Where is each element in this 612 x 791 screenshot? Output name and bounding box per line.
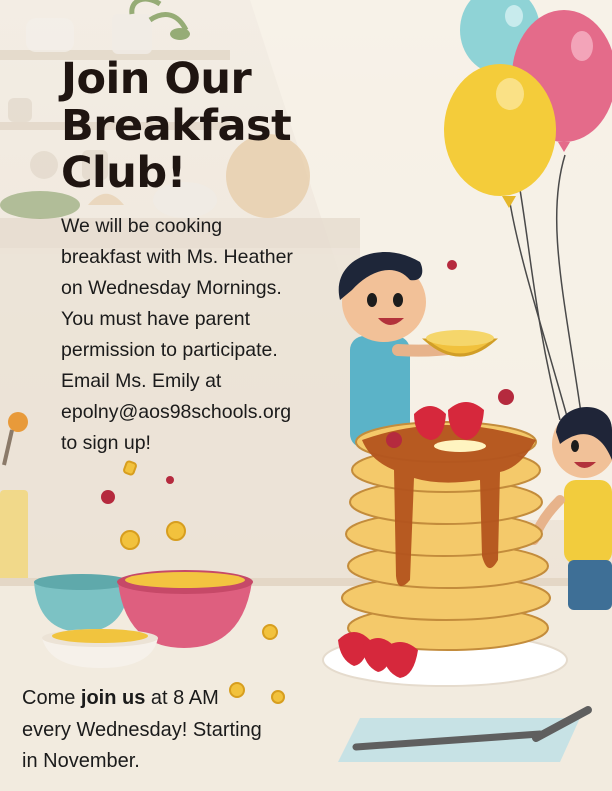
- footer-line: in November.: [22, 750, 140, 772]
- description-line: permission to participate.: [61, 339, 278, 361]
- footer-line: Come join us at 8 AM: [22, 687, 219, 709]
- description-line: on Wednesday Mornings.: [61, 277, 282, 299]
- title-line: Join Our: [61, 54, 252, 104]
- description-line: breakfast with Ms. Heather: [61, 246, 293, 268]
- potted-plant-icon: [112, 0, 190, 54]
- title-line: Club!: [61, 148, 186, 198]
- flyer-footer: [22, 683, 342, 778]
- flyer-description: [61, 211, 361, 459]
- jar-icon: [26, 18, 74, 52]
- footer-emphasis: join us: [80, 687, 146, 709]
- description-line: to sign up!: [61, 432, 151, 454]
- description-line: You must have parent: [61, 308, 250, 330]
- description-line: We will be cooking: [61, 215, 223, 237]
- email-address: epolny@aos98schools.org: [61, 401, 292, 423]
- description-line: Email Ms. Emily at: [61, 370, 222, 392]
- title-line: Breakfast: [61, 101, 292, 151]
- footer-line: every Wednesday! Starting: [22, 718, 262, 741]
- flyer-title: [61, 56, 361, 197]
